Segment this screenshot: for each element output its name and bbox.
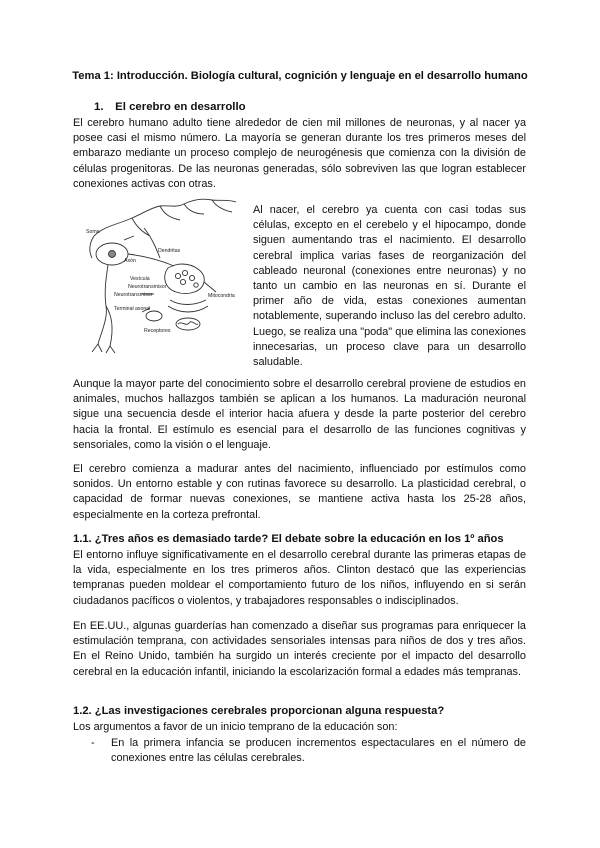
section-heading-text: El cerebro en desarrollo [115,101,246,113]
fig-label-neurotransmisor-2: Neurotransmisor [114,292,153,298]
list-item [73,736,526,766]
subsection-heading: 1.1. ¿Tres años es demasiado tarde? El debate sobre la educación en los 1º años [73,533,504,545]
subsection-heading: 1.2. ¿Las investigaciones cerebrales proporcionan alguna respuesta? [73,705,445,717]
paragraph: Los argumentos a favor de un inicio temprano de la educación son: [73,721,398,733]
section-number: 1. [94,101,104,113]
fig-label-neurotransmisor: Neurotransmisor [128,284,167,290]
list-item-text: En la primera infancia se producen incrementos espectaculares en el número de conexiones entre las células cerebrales. [111,737,526,765]
paragraph: El entorno influye significativamente en el desarrollo cerebral durante las primeras etapas de la vida, especialmente en los tres primeros años. Clinton destacó que las experiencias tempranas pueden moldear el comportamiento futuro de los niños, influyendo en si serán ciudadanos pacíficos o violentos, y trabajadores responsables o indisciplinados. [73,549,526,607]
neuron-illustration [84,196,244,354]
fig-label-dendritas: Dendritas [158,248,181,254]
bullet-list [73,736,526,766]
paragraph: En EE.UU., algunas guarderías han comenzado a diseñar sus programas para enriquecer la estimulación temprana, con actividades sensoriales intensas para niños de dos y tres años. En el Reino Unido, también ha surgido un interés creciente por el impacto del desarrollo cerebral en la educación infantil, iniciando la escolarización formal a edades más tempranas. [73,620,526,678]
paragraph: Al nacer, el cerebro ya cuenta con casi todas sus células, excepto en el cerebelo y el hipocampo, donde siguen aumentando tras el nacimiento. El desarrollo cerebral implica varias fases de reorganización del cableado neuronal (conexiones entre neuronas) y no tanto un cambio en las neuronas en sí. Durante el primer año de vida, estas conexiones aumentan notablemente, superando incluso las del cerebro adulto. Luego, se realiza una "poda" que elimina las conexiones innecesarias, un proceso clave para un desarrollo saludable. [253,204,526,369]
fig-label-terminal-axonal: Terminal axonal [114,306,151,312]
fig-label-receptores: Receptores [144,328,171,334]
fig-label-mitocondria: Mitocondria [208,293,235,299]
document-title: Tema 1: Introducción. Biología cultural, cognición y lenguaje en el desarrollo humano [72,70,528,82]
paragraph: El cerebro comienza a madurar antes del nacimiento, influenciado por estímulos como sonidos. Un entorno estable y con rutinas favorece su desarrollo. La plasticidad cerebral, o capacidad de formar nuevas conexiones, se mantiene activa hasta los 25-28 años, especialmente en la corteza prefrontal. [73,463,526,521]
list-dash: - [91,737,95,749]
paragraph: Aunque la mayor parte del conocimiento sobre el desarrollo cerebral proviene de estudios en animales, muchos hallazgos también se aplican a los humanos. La maduración neuronal sigue una secuencia desde el interior hacia afuera y desde la parte posterior del cerebro hacia la frontal. El estímulo es esencial para el desarrollo de las funciones cognitivas y sensoriales, como la visión o el lenguaje. [73,378,526,451]
paragraph: El cerebro humano adulto tiene alrededor de cien mil millones de neuronas, y al nacer ya posee casi el mismo número. La mayoría se generan durante los tres primeros meses del embarazo mediante un proceso complejo de neurogénesis que comienza con la división de células progenitoras. De las neuronas generadas, sólo sobreviven las que logran establecer conexiones activas con otras. [73,117,526,190]
fig-label-soma: Soma [86,229,100,235]
fig-label-vesicula: Vesícula [130,276,150,282]
section-heading [94,101,246,113]
fig-label-axon: Axón [124,258,136,264]
